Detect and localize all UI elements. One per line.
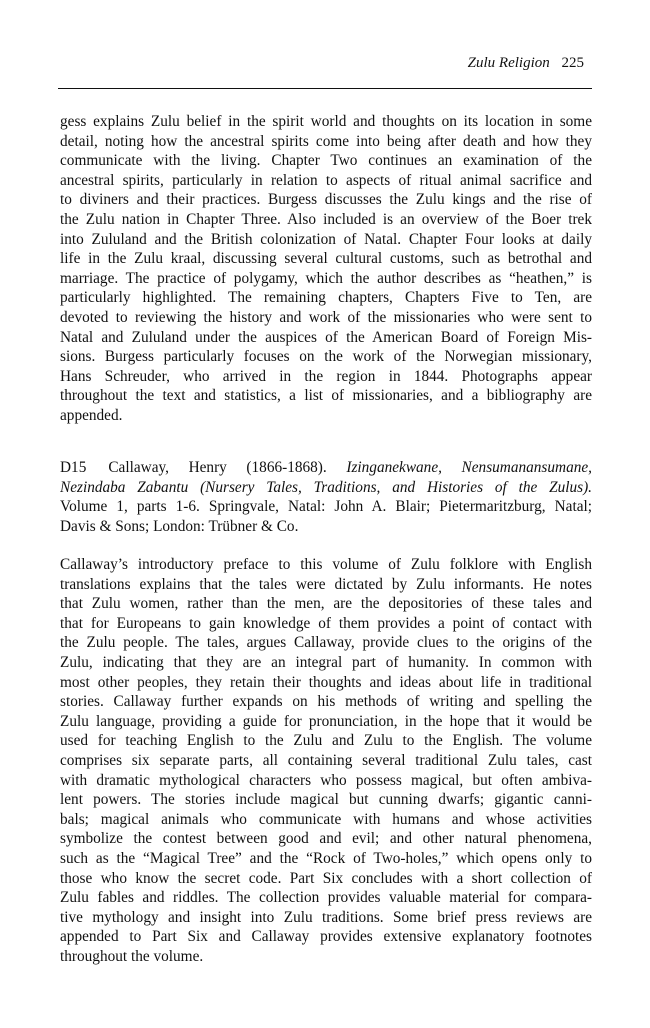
text-line: bals; magical animals who communicate with humans and whose activities [60,810,592,828]
text-line: the Zulu nation in Chapter Three. Also included is an overview of the Boer trek [60,210,592,228]
text-line: that Zulu women, rather than the men, are the depositories of these tales and [60,595,592,613]
running-head [468,54,584,72]
text-line: Zulu fables and riddles. The collection provides valuable material for compara- [60,889,592,907]
text-line: Zulu, indicating that they are an integral part of humanity. In common with [60,653,592,671]
text-line: appended to Part Six and Callaway provides extensive explanatory footnotes [60,928,592,946]
text-line: that for Europeans to gain knowledge of them provides a point of contact with [60,614,592,632]
running-head-title: Zulu Religion [467,55,550,71]
text-line: stories. Callaway further expands on his methods of writing and spelling the [60,693,592,711]
text-line: life in the Zulu kraal, discussing several cultural customs, such as betrothal and [60,250,592,268]
text-line: translations explains that the tales were dictated by Zulu informants. He notes [60,575,592,593]
text-line: gess explains Zulu belief in the spirit world and thoughts on its location in some [60,113,592,130]
text-line: Zulu language, providing a guide for pronunciation, in the hope that it would be [60,712,592,730]
entry-author: Callaway, Henry (1866-1868). [108,459,347,476]
paragraph-burgess [60,112,592,426]
text-line: throughout the volume. [60,947,204,965]
text-line: most other peoples, they retain their thoughts and ideas about life in traditional [60,673,592,691]
entry-title-part2: Nezindaba Zabantu (Nursery Tales, Traditions, and Histories of the Zulus). [60,478,592,496]
text-line: detail, noting how the ancestral spirits come into being after death and how they [60,132,592,150]
text-line: such as the “Magical Tree” and the “Rock of Two-holes,” which opens only to [60,849,592,867]
page-number: 225 [561,55,584,71]
entry-title-part1: Izinganekwane, Nensumanansumane, [346,459,592,476]
text-line: communicate with the living. Chapter Two continues an examination of the [60,152,592,170]
text-line: with dramatic mythological characters who possess magical, but often ambiva- [60,771,592,789]
text-line: throughout the text and statistics, a list of missionaries, and a bibliography are [60,387,592,405]
text-line: into Zululand and the British colonization of Natal. Chapter Four looks at daily [60,230,592,248]
text-line: ancestral spirits, particularly in relation to aspects of ritual animal sacrifice and [60,171,592,189]
text-line: to diviners and their practices. Burgess discusses the Zulu kings and the rise of [60,191,592,209]
text-line: used for teaching English to the Zulu and Zulu to the English. The volume [60,732,592,750]
text-line: devoted to reviewing the history and work of the missionaries who were sent to [60,308,592,326]
text-line: Callaway’s introductory preface to this volume of Zulu folklore with English [60,556,592,573]
text-line: marriage. The practice of polygamy, which the author describes as “heathen,” is [60,269,592,287]
text-line: appended. [60,406,123,424]
header-rule [58,88,592,89]
bibliography-entry-d15 [60,458,592,536]
text-line: tive mythology and insight into Zulu traditions. Some brief press reviews are [60,908,592,926]
text-line: Hans Schreuder, who arrived in the region in 1844. Photographs appear [60,367,592,385]
entry-publishers: Davis & Sons; London: Trübner & Co. [60,517,299,535]
entry-line-1 [60,458,592,478]
text-line: comprises six separate parts, all containing several traditional Zulu tales, cast [60,751,592,769]
entry-id: D15 [60,459,87,476]
text-line: the Zulu people. The tales, argues Callaway, provide clues to the origins of the [60,634,592,652]
text-line: particularly highlighted. The remaining chapters, Chapters Five to Ten, are [60,289,592,307]
paragraph-callaway [60,555,592,966]
text-line: lent powers. The stories include magical but cunning dwarfs; gigantic canni- [60,791,592,809]
text-line: those who know the secret code. Part Six concludes with a short collection of [60,869,592,887]
text-line: symbolize the contest between good and evil; and other natural phenomena, [60,830,592,848]
entry-publication: Volume 1, parts 1-6. Springvale, Natal: John A. Blair; Pietermaritzburg, Natal; [60,498,592,516]
text-line: Natal and Zululand under the auspices of the American Board of Foreign Mis- [60,328,592,346]
text-line: sions. Burgess particularly focuses on the work of the Norwegian missionary, [60,348,592,366]
